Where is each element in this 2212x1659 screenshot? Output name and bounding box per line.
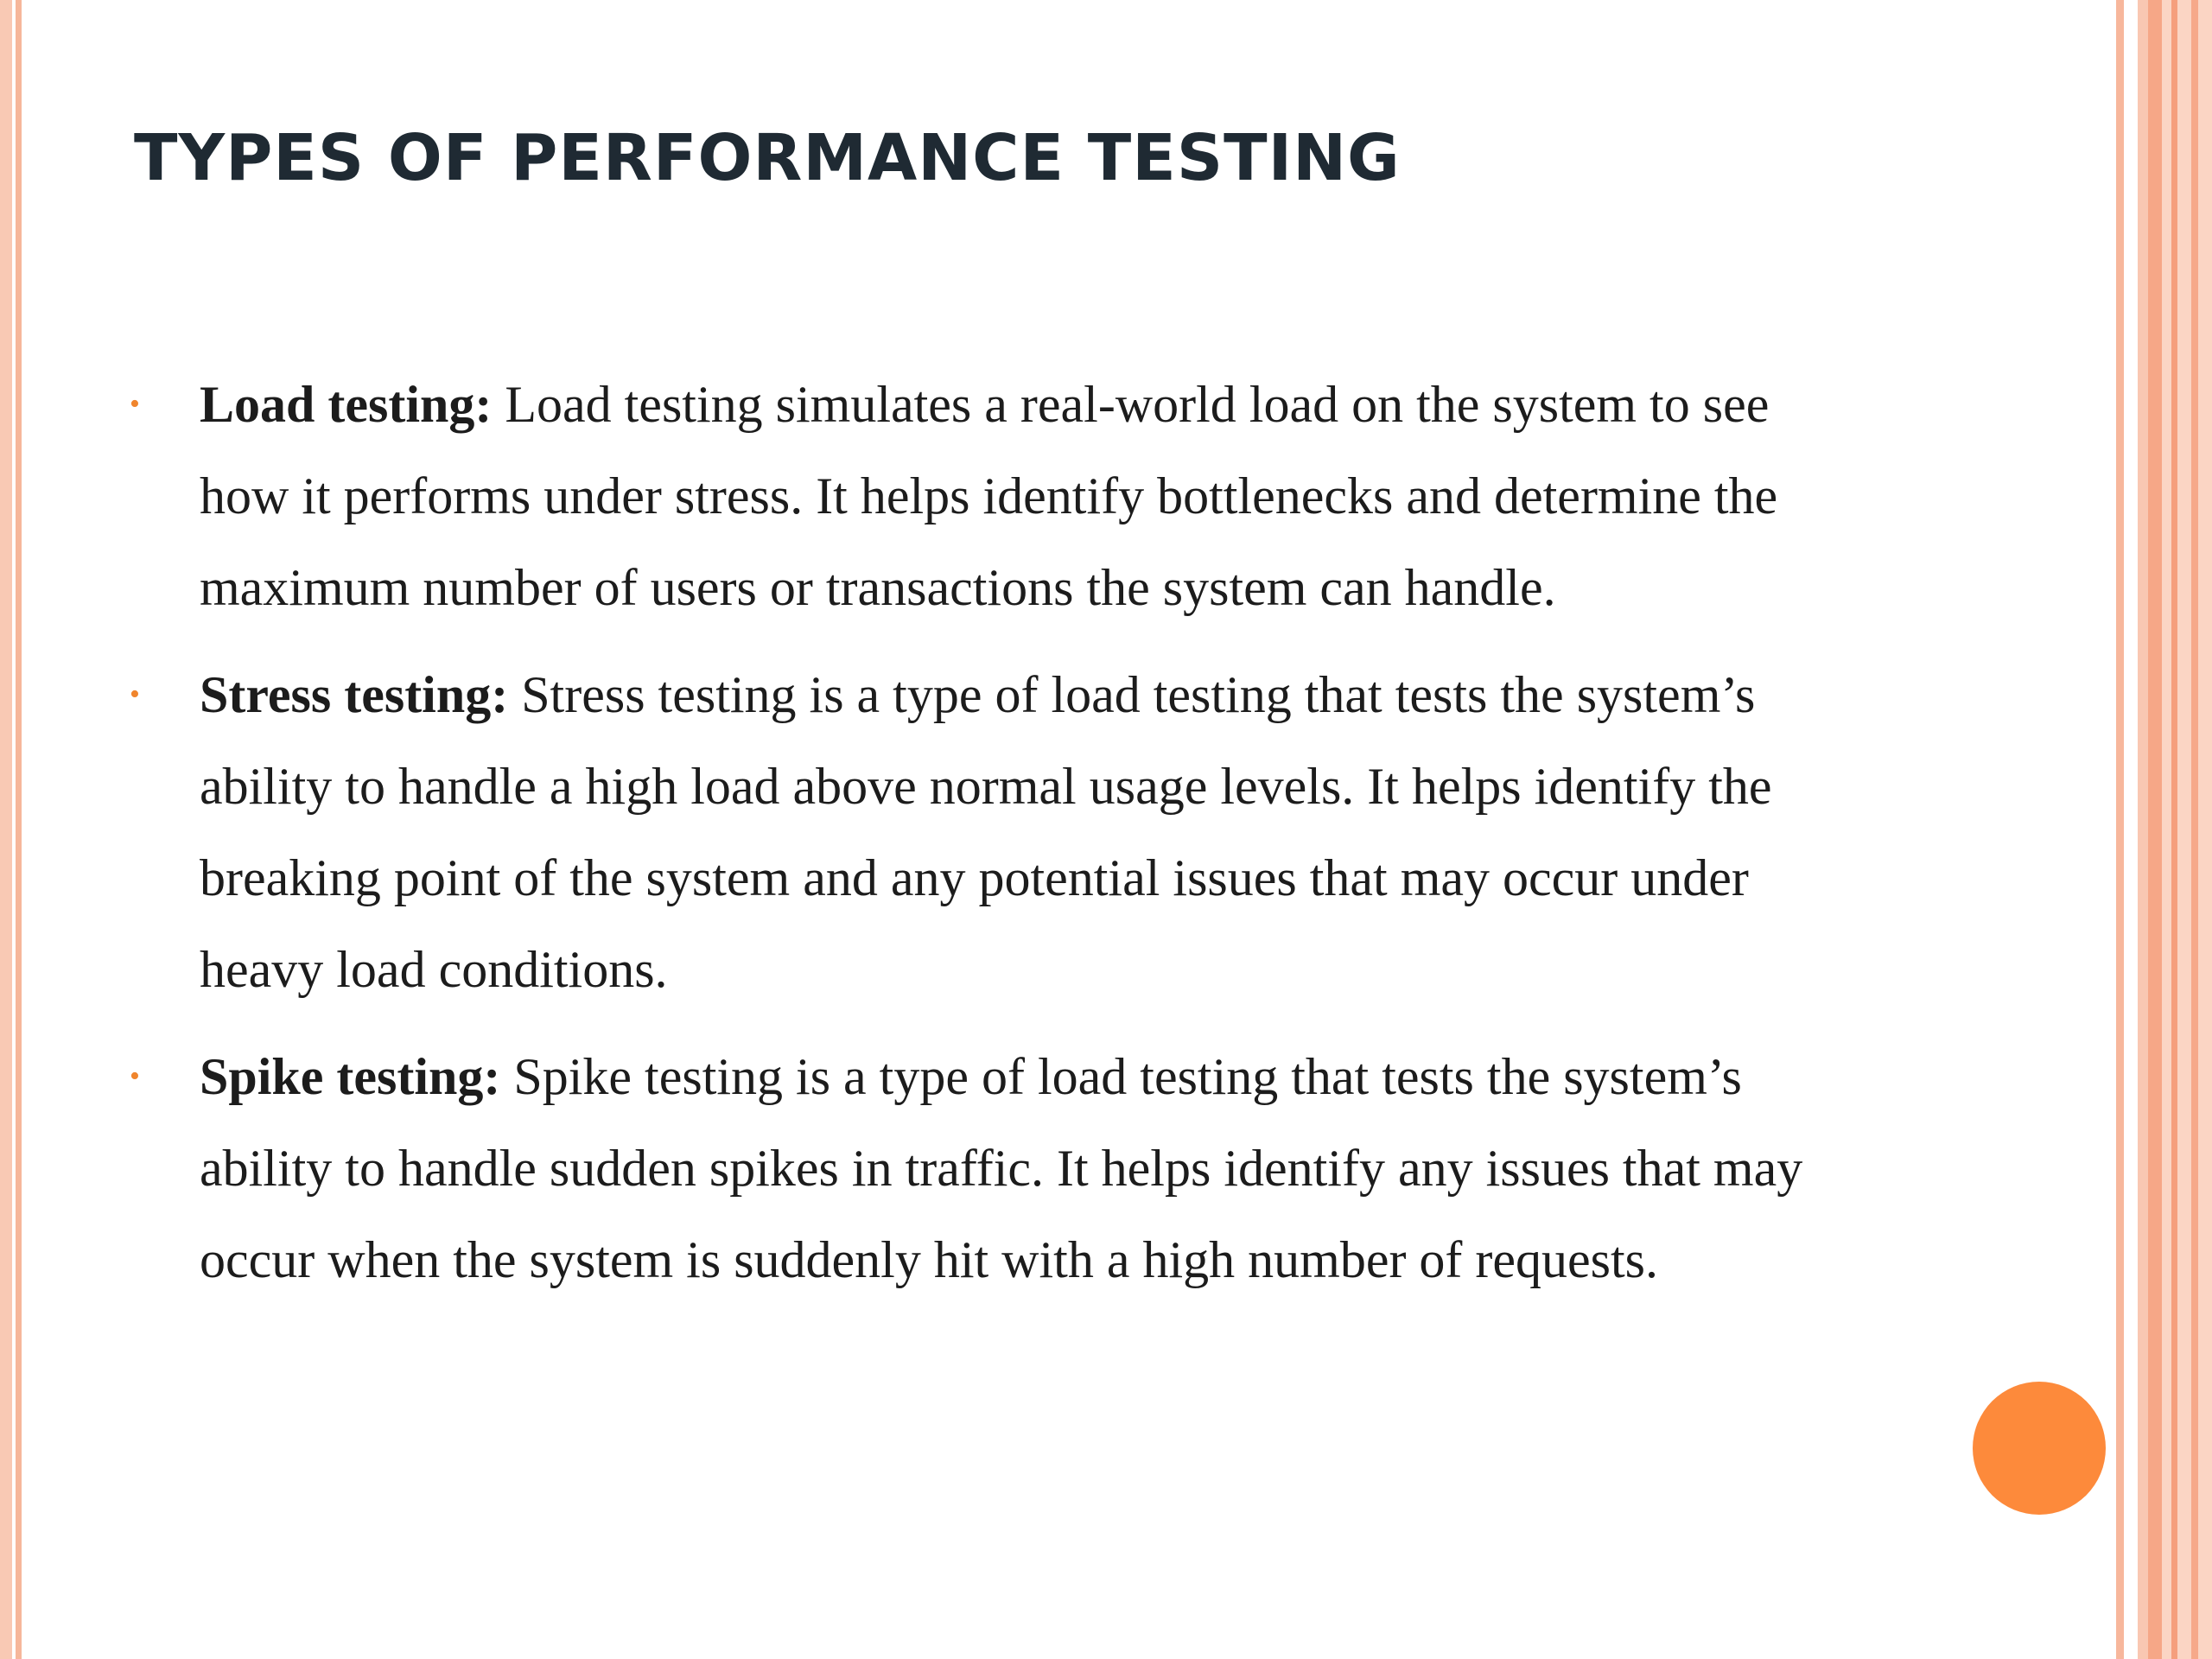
bullet-text: Stress testing is a type of load testing that tests the system’s ability to handle a high load above normal usage levels. It helps identify the breaking point of the system and any potential issues that may occur under heavy load conditions. (200, 666, 1772, 998)
slide-title: TYPES OF PERFORMANCE TESTING (134, 121, 1401, 195)
bullet-text: Load testing simulates a real-world load on the system to see how it performs under stress. It helps identify bottlenecks and determine the maximum number of users or transactions the system can handle. (200, 376, 1778, 616)
bullet-icon: • (130, 1060, 140, 1092)
left-border-line (0, 0, 12, 1659)
right-stripe (2171, 0, 2177, 1659)
bullet-item-stress-testing (130, 649, 1858, 1015)
orange-circle-decoration (1973, 1382, 2106, 1515)
right-stripe (2191, 0, 2198, 1659)
bullet-term: Stress testing: (200, 666, 509, 723)
right-stripe (2148, 0, 2162, 1659)
left-border-line-inner (16, 0, 22, 1659)
right-stripe (2138, 0, 2148, 1659)
right-stripe (2116, 0, 2124, 1659)
bullet-icon: • (130, 678, 140, 710)
bullet-term: Load testing: (200, 376, 493, 433)
bullet-item-load-testing (130, 359, 1858, 633)
bullet-text: Spike testing is a type of load testing that tests the system’s ability to handle sudden spikes in traffic. It helps identify any issues that may occur when the system is suddenly hit with a high number of requests. (200, 1048, 1803, 1288)
bullet-item-spike-testing (130, 1031, 1858, 1306)
bullet-icon: • (130, 388, 140, 420)
right-stripe (2162, 0, 2212, 1659)
bullet-list (130, 359, 1858, 1321)
bullet-term: Spike testing: (200, 1048, 501, 1105)
